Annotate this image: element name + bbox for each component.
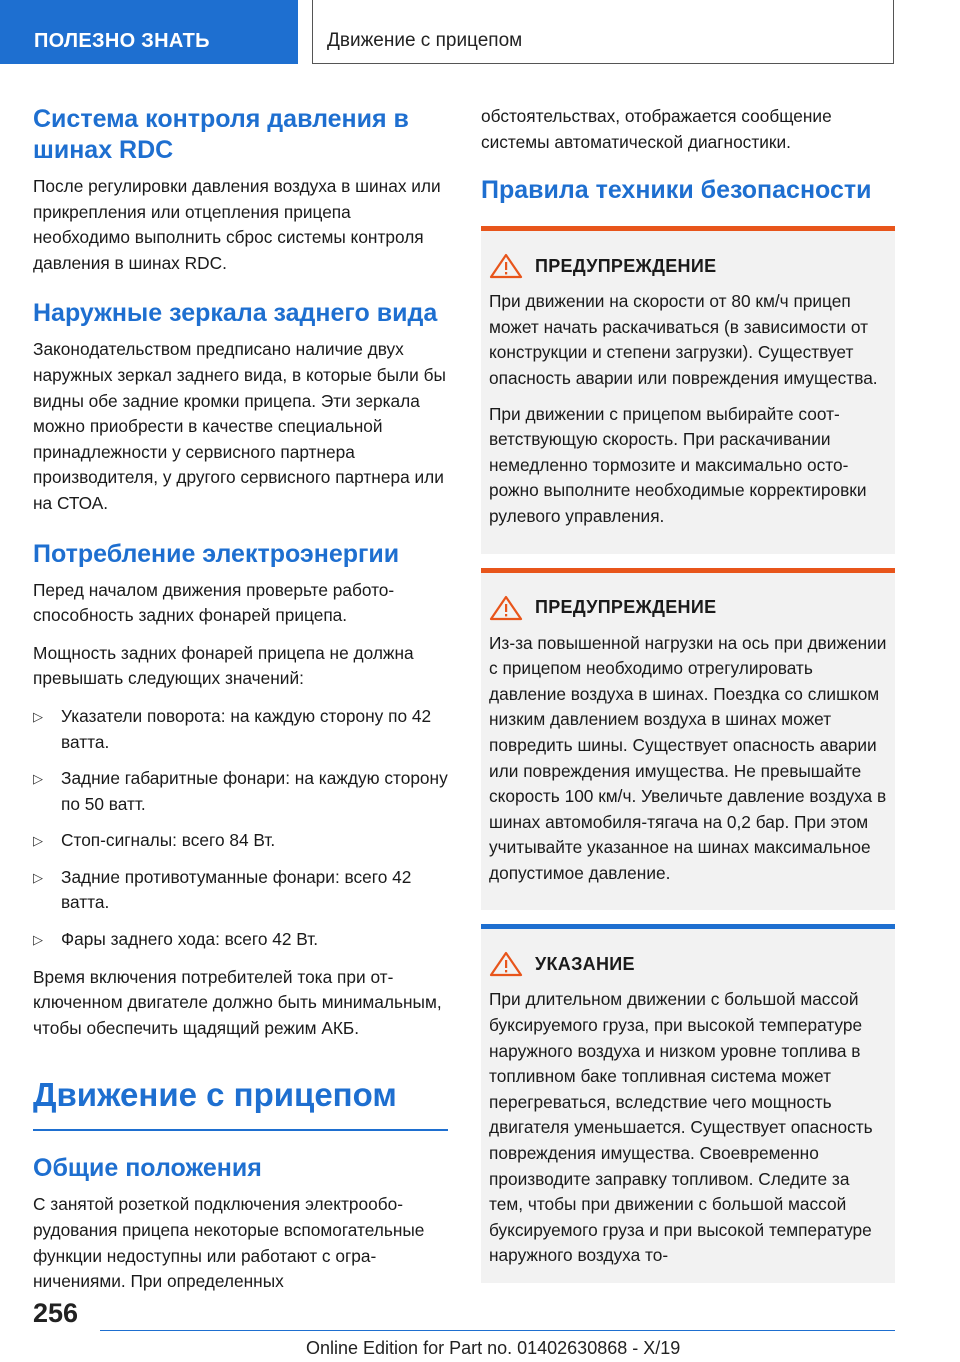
rdc-paragraph: После регулировки давления воздуха в шинах или прикрепления или отцепления прицепа необходимо выполнить сброс системы контроля давления в шинах RDC. <box>33 176 441 273</box>
title-divider <box>33 1129 448 1131</box>
header-chapter-box <box>312 0 894 64</box>
list-item: ▷ Задние габаритные фонари: на каждую сторону по 50 ватт. <box>33 768 448 814</box>
triangle-right-outline-icon: ▷ <box>33 869 43 885</box>
list-item: ▷ Фары заднего хода: всего 42 Вт. <box>33 927 448 953</box>
power-paragraph-1: Перед началом движения проверьте работоспособность задних фонарей прицепа. <box>33 579 395 626</box>
note-text: При длительном движении с большой массой буксируемого груза, при высокой температуре наружного воздуха и низком уровне топлива в топливном баке топливная система может перегреваться, вследствие чего мощность двигателя уменьшается. Существует опасность повреждения имущества. Своевременно производите заправку топливом. Следите за тем, чтобы при движении с большой массой буксируемого груза и при высокой температуре наружного воздуха то- <box>489 989 873 1266</box>
list-item: ▷ Указатели поворота: на каждую сторону по 42 ватта. <box>33 705 432 752</box>
right-column <box>481 104 895 1295</box>
note-title-row <box>489 951 887 977</box>
power-paragraph-2: Мощность задних фонарей прицепа не должна превышать следующих значений: <box>33 642 414 689</box>
continued-paragraph: обстоятельствах, отображается сообщение системы автоматической диагностики. <box>481 106 832 152</box>
power-limits-list <box>33 704 448 953</box>
warning-label: ПРЕДУПРЕЖДЕНИЕ <box>535 255 717 276</box>
main-section-title: Движение с прицепом <box>33 1076 397 1114</box>
footer-edition: Online Edition for Part no. 01402630868 - X/19 <box>306 1338 681 1358</box>
warning-box-1 <box>481 226 895 553</box>
left-column <box>33 104 448 1307</box>
mirrors-heading: Наружные зеркала заднего вида <box>33 299 438 328</box>
warning-title-row <box>489 595 887 621</box>
list-item: ▷ Задние противотуманные фонари: всего 42 ватта. <box>33 866 412 913</box>
power-paragraph-3: Время включения потребителей тока при отключенном двигателе должно быть минимальным, чтобы обеспечить щадящий режим АКБ. <box>33 966 442 1038</box>
header-chapter-label: Движение с прицепом <box>327 30 523 51</box>
mirrors-paragraph: Законодательством предписано наличие двух наружных зеркал заднего вида, в которые были бы видны обе задние кромки прицепа. Эти зеркала можно приобрести в качестве специальной принадлежности у сервисного партнера производителя, у другого сервисного партнера или на СТОА. <box>33 339 446 513</box>
triangle-right-outline-icon: ▷ <box>33 833 43 849</box>
warning-text: При движении с прицепом выбирайте соответствующую скорость. При раскачивании немедленно тормозите и максимально осторожно выполните необходимые корректировки рулевого управления. <box>489 403 867 526</box>
rdc-heading: Система контроля давления в шинах RDC <box>33 105 409 164</box>
general-paragraph: С занятой розеткой подключения электрооборудования прицепа некоторые вспомогательные функции недоступны или работают с ограничениями. При определенных <box>33 1194 425 1292</box>
page-number: 256 <box>33 1298 79 1328</box>
safety-heading: Правила техники безопасности <box>481 176 872 205</box>
triangle-right-outline-icon: ▷ <box>33 708 43 724</box>
header-section-label: ПОЛЕЗНО ЗНАТЬ <box>34 30 210 52</box>
warning-text: Из-за повышенной нагрузки на ось при движении с прицепом необходимо отрегулировать давление воздуха в шинах. Поездка со слишком низким давлением воздуха в шинах может повредить шины. Существует опасность аварии или повреждения имущества. Не превышайте скорость 100 км/ч. Увеличьте давление воздуха в шинах автомобиля-тягача на 0,2 бар. При этом учитывайте указанное на шинах максимальное допустимое давление. <box>489 632 887 883</box>
footer-divider <box>100 1330 895 1331</box>
header-section-tab <box>0 0 298 64</box>
warning-text: При движении на скорости от 80 км/ч прицеп может начать раскачиваться (в зависимости от конструкции и степени загрузки). Существует опасность аварии или повреждения имущества. <box>489 291 878 388</box>
warning-label: ПРЕДУПРЕЖДЕНИЕ <box>535 597 717 618</box>
warning-triangle-icon <box>489 595 523 621</box>
warning-box-2 <box>481 568 895 911</box>
list-item: ▷ Стоп-сигналы: всего 84 Вт. <box>33 828 448 854</box>
triangle-right-outline-icon: ▷ <box>33 771 43 787</box>
triangle-right-outline-icon: ▷ <box>33 932 43 948</box>
note-box <box>481 924 895 1283</box>
warning-triangle-icon <box>489 951 523 977</box>
note-label: УКАЗАНИЕ <box>535 953 635 974</box>
warning-title-row <box>489 253 887 279</box>
warning-triangle-icon <box>489 253 523 279</box>
general-heading: Общие положения <box>33 1154 262 1183</box>
power-heading: Потребление электроэнергии <box>33 539 400 568</box>
